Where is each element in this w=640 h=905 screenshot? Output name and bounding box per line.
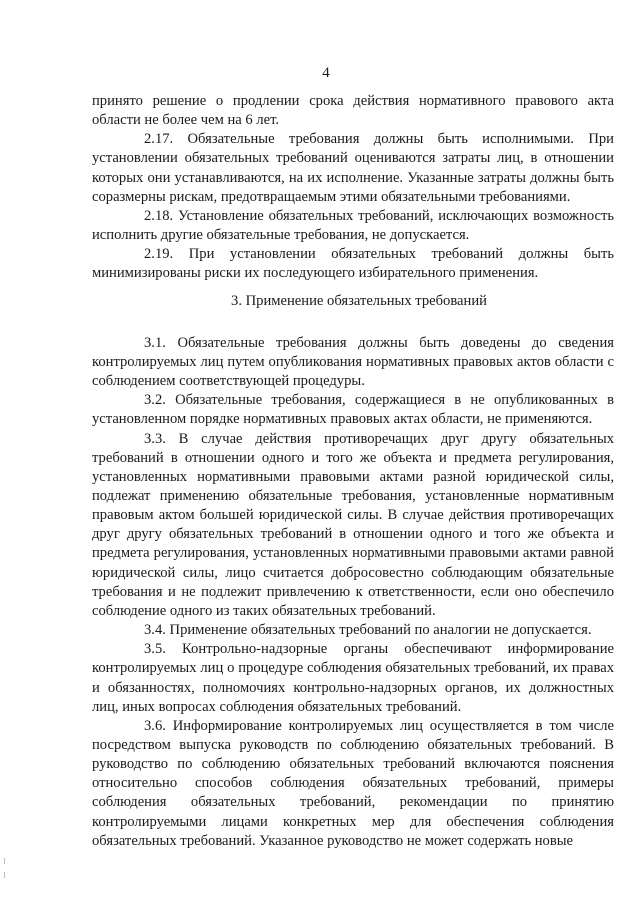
scan-edge-mark	[4, 858, 5, 864]
paragraph-3-5: 3.5. Контрольно-надзорные органы обеспечивают информирование контролируемых лиц о процедуре соблюдения обязательных требований, их правах и обязанностях, полномочиях контрольно-надзорных органов, их должностных лиц, иных вопросах соблюдения обязательных требований.	[92, 641, 614, 715]
page-number: 4	[322, 65, 330, 81]
paragraph-3-4: 3.4. Применение обязательных требований по аналогии не допускается.	[144, 622, 592, 639]
paragraph-3-6: 3.6. Информирование контролируемых лиц осуществляется в том числе посредством выпуска руководств по соблюдению обязательных требований. В руководство по соблюдению обязательных требований включаются пояснения относительно способов соблюдения обязательных требований, примеры соблюдения обязательных требований, рекомендации по принятию контролируемыми лицами конкретных мер для обеспечения соблюдения обязательных требований. Указанное руководство не может содержать новые	[92, 717, 614, 849]
paragraph-2-18: 2.18. Установление обязательных требований, исключающих возможность исполнить другие обязательные требования, не допускается.	[92, 207, 614, 244]
document-body	[92, 92, 614, 851]
paragraph-3-3: 3.3. В случае действия противоречащих друг другу обязательных требований в отношении одного и того же объекта и предмета регулирования, установленных нормативными правовыми актами разной юридической силы, подлежат применению обязательные требования, установленные нормативным правовым актом большей юридической силы. В случае действия противоречащих друг другу обязательных требований в отношении одного и того же объекта и предмета регулирования, установленных нормативными правовыми актами равной юридической силы, лицо считается добросовестно соблюдающим обязательные требования и не подлежит привлечению к ответственности, если оно обеспечило соблюдение одного из таких обязательных требований.	[92, 430, 614, 619]
paragraph-3-1: 3.1. Обязательные требования должны быть доведены до сведения контролируемых лиц путем опубликования нормативных правовых актов области с соблюдением соответствующей процедуры.	[92, 334, 614, 390]
paragraph-2-17: 2.17. Обязательные требования должны быть исполнимыми. При установлении обязательных требований оцениваются затраты лиц, в отношении которых они устанавливаются, на их исполнение. Указанные затраты должны быть соразмерны рискам, предотвращаемым этими обязательными требованиями.	[92, 131, 614, 205]
paragraph-continuation: принято решение о продлении срока действия нормативного правового акта области не более чем на 6 лет.	[92, 93, 614, 129]
scan-edge-mark	[4, 872, 5, 878]
paragraph-3-2: 3.2. Обязательные требования, содержащиеся в не опубликованных в установленном порядке нормативных правовых актах области, не применяются.	[92, 392, 614, 428]
section-3-title: 3. Применение обязательных требований	[231, 292, 487, 309]
paragraph-2-19: 2.19. При установлении обязательных требований должны быть минимизированы риски их последующего избирательного применения.	[92, 246, 614, 282]
